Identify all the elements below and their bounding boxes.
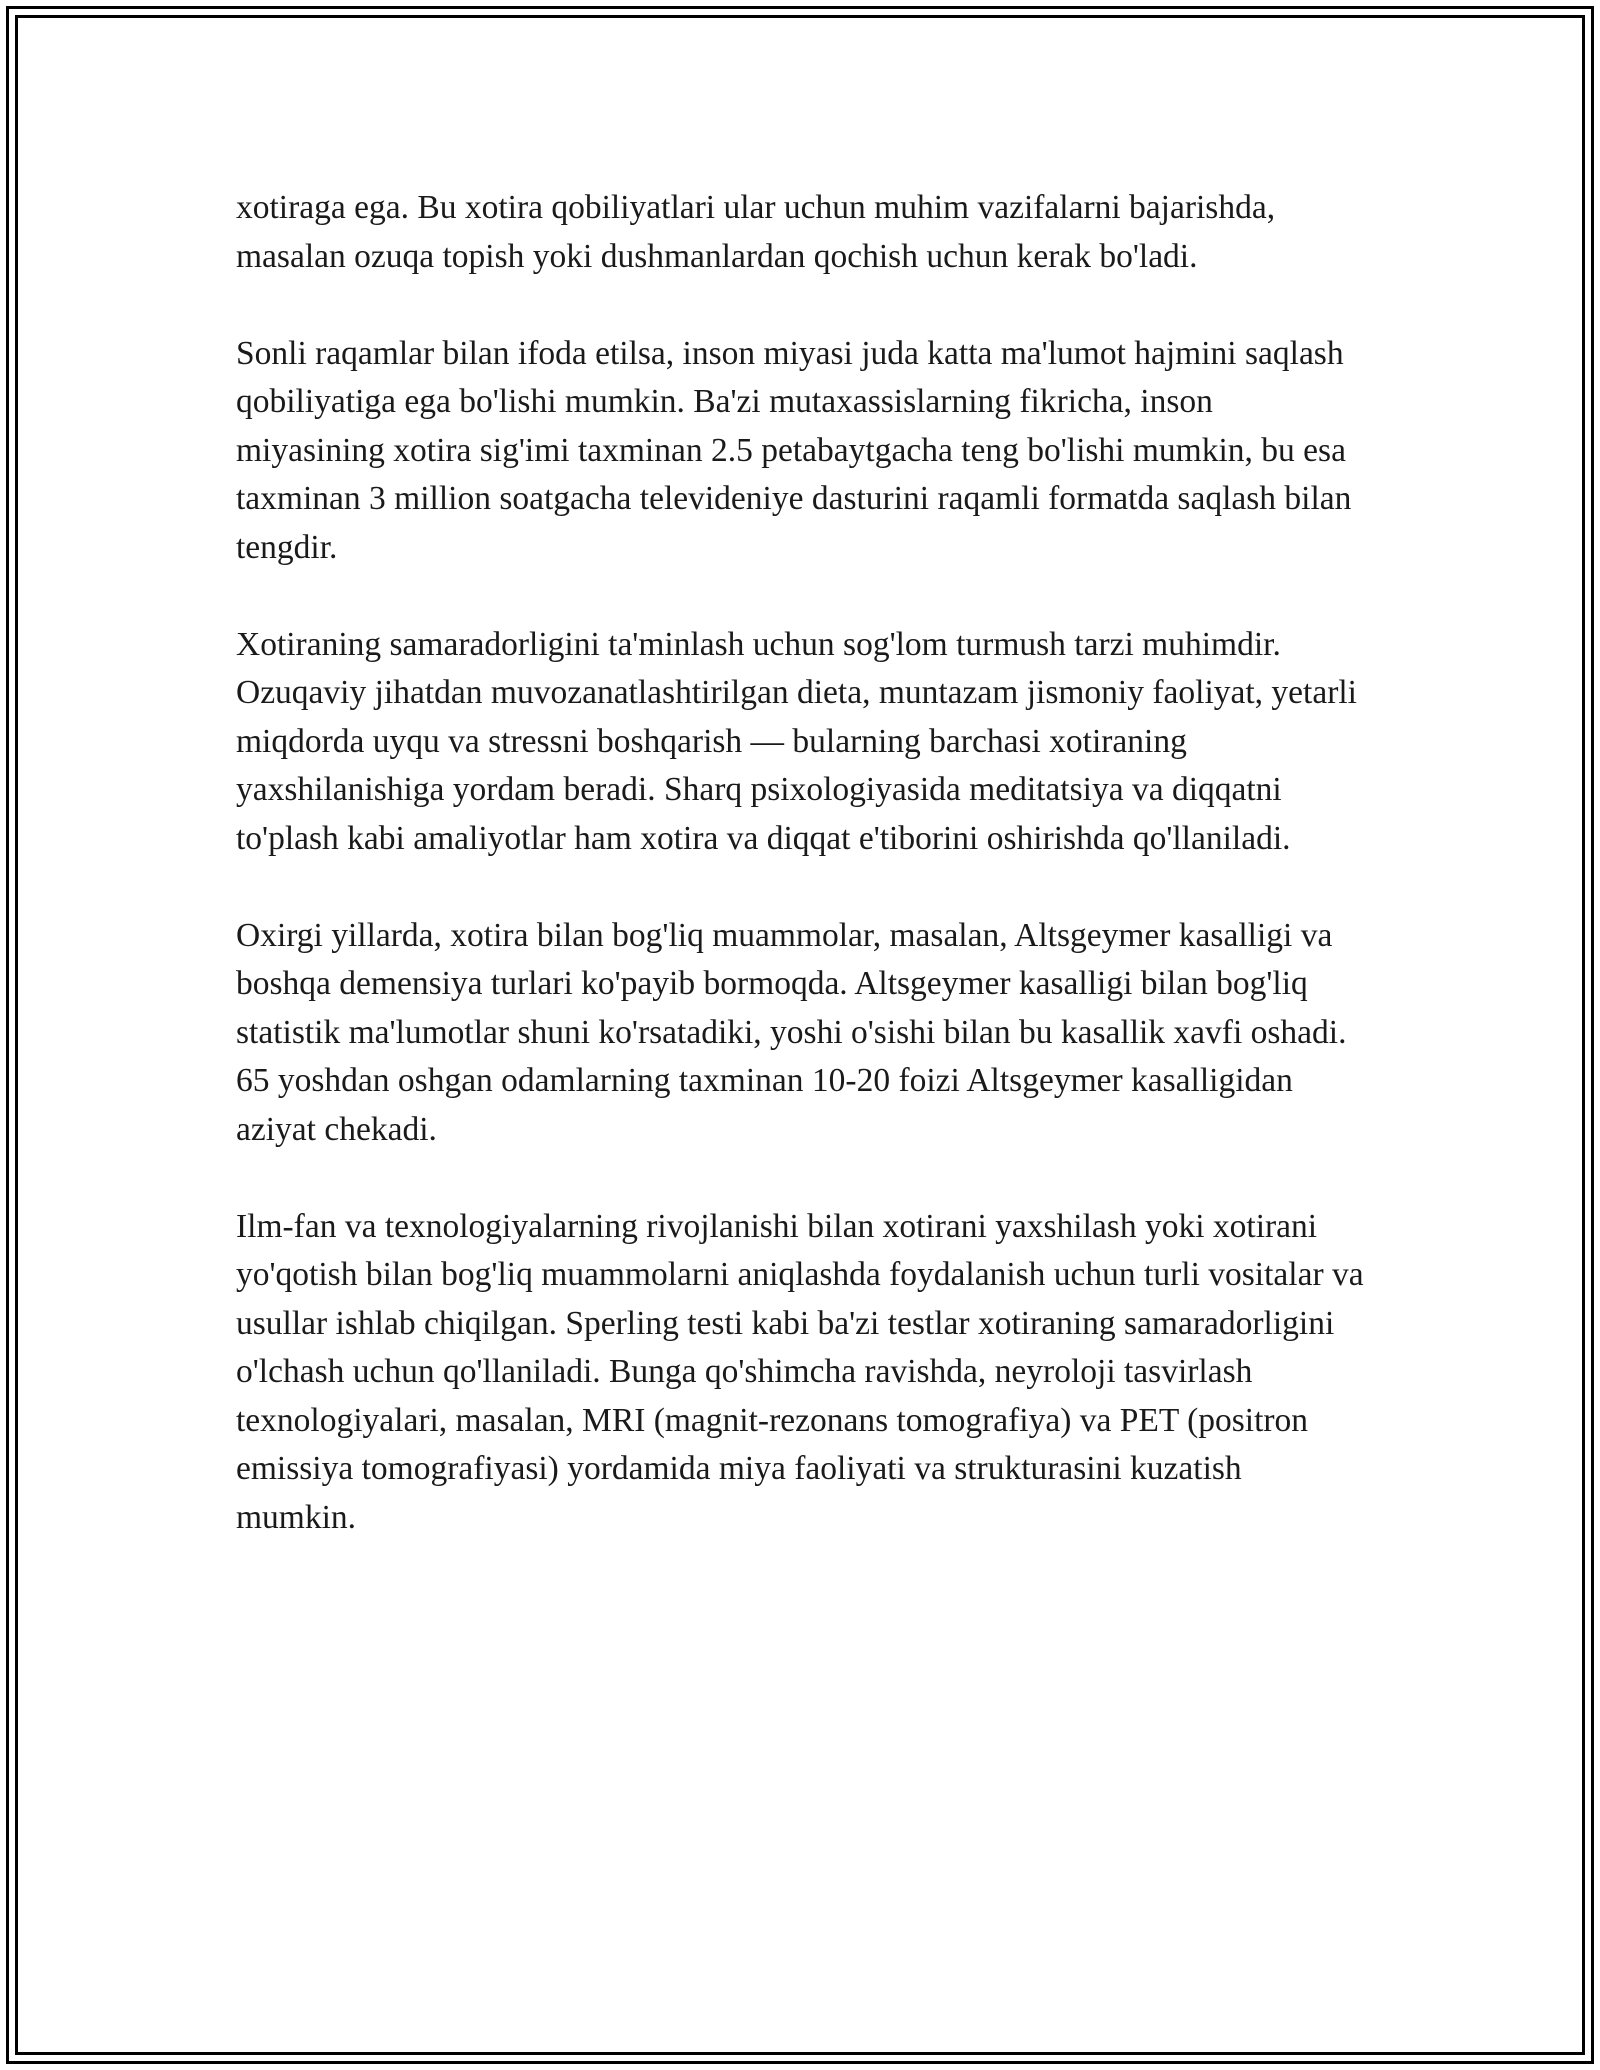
paragraph: Ilm-fan va texnologiyalarning rivojlanishi bilan xotirani yaxshilash yoki xotirani yo'qotish bilan bog'liq muammolarni aniqlashda foydalanish uchun turli vositalar va usullar ishlab chiqilgan. Sperling testi kabi ba'zi testlar xotiraning samaradorligini o'lchash uchun qo'llaniladi. Bunga qo'shimcha ravishda, neyroloji tasvirlash texnologiyalari, masalan, MRI (magnit-rezonans tomografiya) va PET (positron emissiya tomografiyasi) yordamida miya faoliyati va strukturasini kuzatish mumkin. xyxy=(236,1207,1364,1536)
paragraph: xotiraga ega. Bu xotira qobiliyatlari ular uchun muhim vazifalarni bajarishda, masalan ozuqa topish yoki dushmanlardan qochish uchun kerak bo'ladi. xyxy=(236,189,1276,275)
paragraph: Sonli raqamlar bilan ifoda etilsa, inson miyasi juda katta ma'lumot hajmini saqlash qobiliyatiga ega bo'lishi mumkin. Ba'zi mutaxassislarning fikricha, inson miyasining xotira sig'imi taxminan 2.5 petabaytgacha teng bo'lishi mumkin, bu esa taxminan 3 million soatgacha televideniye dasturini raqamli formatda saqlash bilan tengdir. xyxy=(236,334,1352,566)
paragraph: Oxirgi yillarda, xotira bilan bog'liq muammolar, masalan, Altsgeymer kasalligi va boshqa demensiya turlari ko'payib bormoqda. Altsgeymer kasalligi bilan bog'liq statistik ma'lumotlar shuni ko'rsatadiki, yoshi o'sishi bilan bu kasallik xavfi oshadi. 65 yoshdan oshgan odamlarning taxminan 10-20 foizi Altsgeymer kasalligidan aziyat chekadi. xyxy=(236,916,1347,1148)
paragraph: Xotiraning samaradorligini ta'minlash uchun sog'lom turmush tarzi muhimdir. Ozuqaviy jihatdan muvozanatlashtirilgan dieta, muntazam jismoniy faoliyat, yetarli miqdorda uyqu va stressni boshqarish — bularning barchasi xotiraning yaxshilanishiga yordam beradi. Sharq psixologiyasida meditatsiya va diqqatni to'plash kabi amaliyotlar ham xotira va diqqat e'tiborini oshirishda qo'llaniladi. xyxy=(236,625,1357,857)
document-body xyxy=(236,184,1366,1591)
